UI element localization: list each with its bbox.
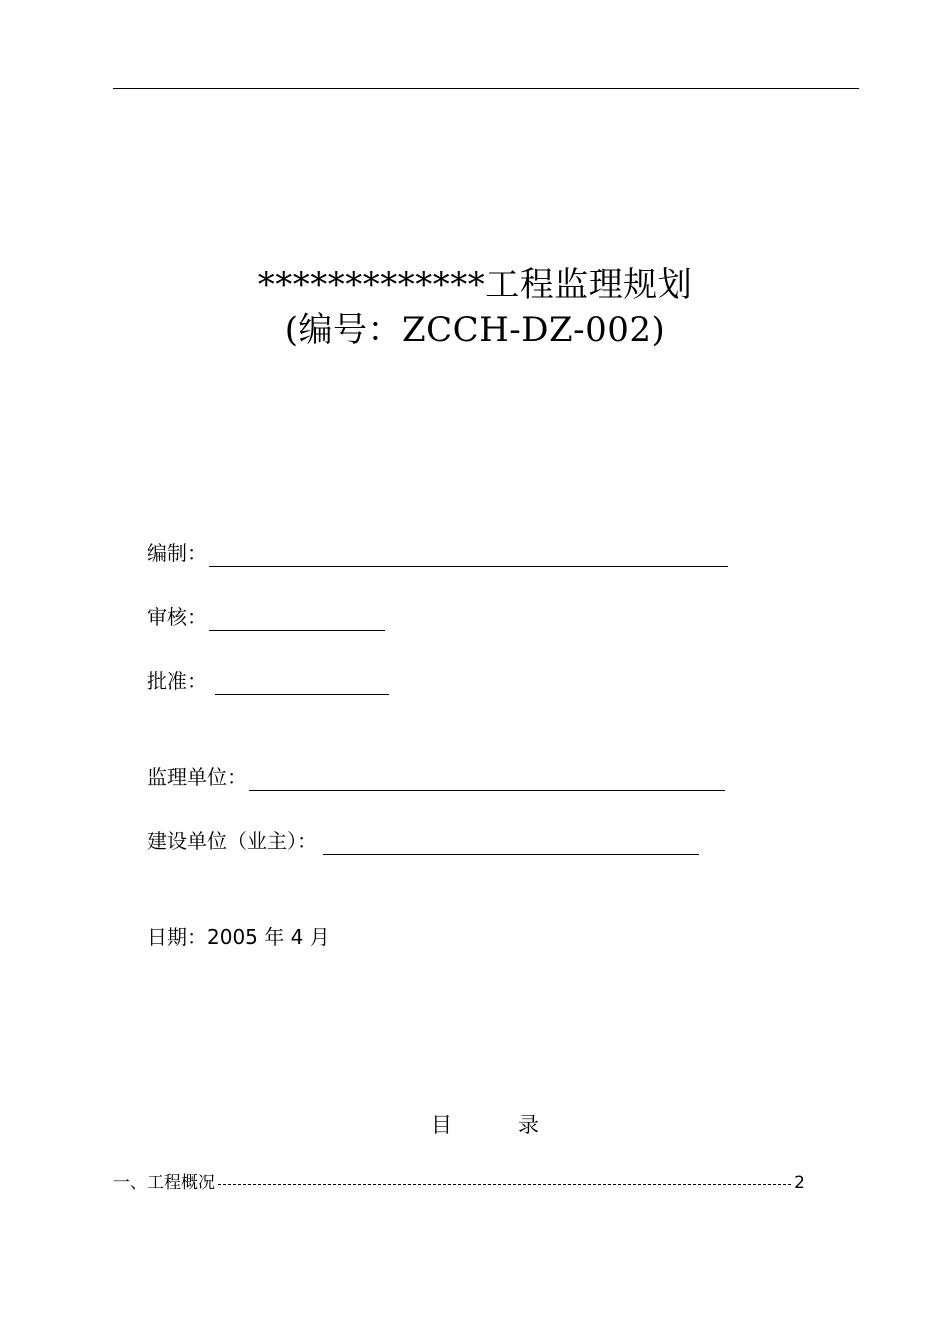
- supervising-unit-label: 监理单位：: [147, 765, 247, 789]
- toc-entry[interactable]: [113, 1172, 805, 1194]
- compiled-by-label: 编制：: [147, 541, 207, 565]
- reviewed-by-label: 审核：: [147, 605, 207, 629]
- document-title: *************工程监理规划: [257, 265, 693, 305]
- document-number: (编号：ZCCH-DZ-002): [284, 310, 666, 350]
- approved-by-blank-line: [215, 694, 389, 695]
- toc-entry-label: 一、工程概况: [113, 1173, 215, 1193]
- reviewed-by-field: [147, 605, 385, 629]
- toc-entry-page: 2: [794, 1173, 805, 1193]
- owner-unit-field: [147, 829, 699, 853]
- toc-heading-char-2: 录: [518, 1113, 539, 1137]
- compiled-by-field: [147, 541, 728, 565]
- supervising-unit-blank-line: [249, 790, 725, 791]
- document-date: 日期：2005 年 4 月: [147, 925, 330, 949]
- toc-heading: [431, 1112, 539, 1138]
- supervising-unit-field: [147, 765, 725, 789]
- toc-leader-dashes: [218, 1184, 791, 1185]
- approved-by-field: [147, 669, 389, 693]
- reviewed-by-blank-line: [209, 630, 385, 631]
- compiled-by-blank-line: [209, 566, 728, 567]
- owner-unit-label: 建设单位（业主）：: [147, 829, 317, 853]
- owner-unit-blank-line: [323, 854, 699, 855]
- approved-by-label: 批准：: [147, 669, 207, 693]
- toc-heading-char-1: 目: [431, 1113, 452, 1137]
- header-rule: [113, 88, 859, 89]
